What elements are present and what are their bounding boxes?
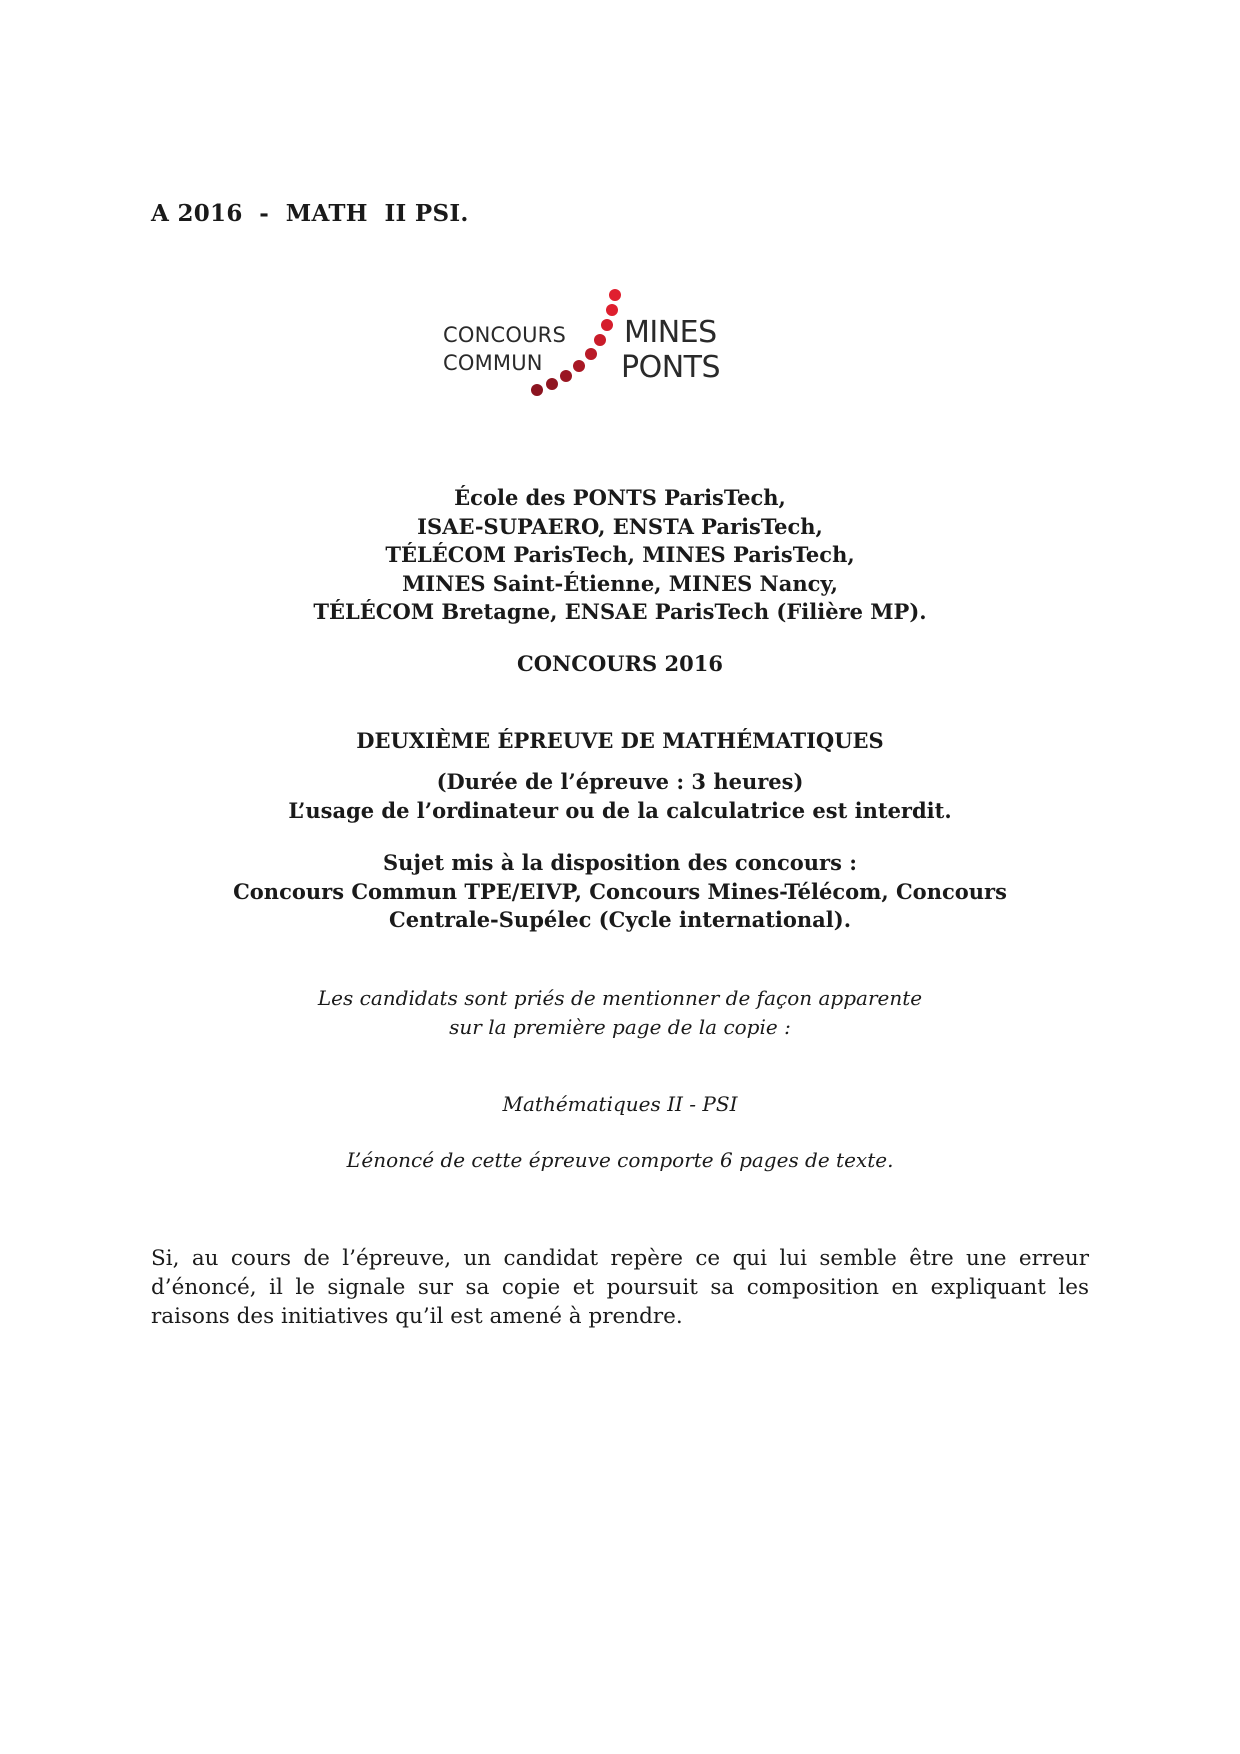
logo-text-ponts: PONTS (621, 350, 721, 385)
school-line: TÉLÉCOM Bretagne, ENSAE ParisTech (Filière MP). (313, 599, 927, 624)
logo-dot (573, 360, 585, 372)
concours-logo (440, 285, 740, 415)
epreuve-info (150, 768, 1090, 825)
disposition-line: Sujet mis à la disposition des concours : (382, 850, 858, 875)
logo-text-concours: CONCOURS (443, 323, 566, 347)
disposition-line: Centrale-Supélec (Cycle international). (389, 907, 851, 932)
school-line: École des PONTS ParisTech, (454, 485, 786, 510)
school-line: TÉLÉCOM ParisTech, MINES ParisTech, (385, 542, 855, 567)
error-notice-paragraph: Si, au cours de l’épreuve, un candidat repère ce qui lui semble être une erreur d’énoncé, il le signale sur sa copie et poursuit sa composition en expliquant les raisons des initiatives qu’il est amené à prendre. (151, 1246, 1089, 1329)
logo-text-mines: MINES (624, 315, 717, 350)
epreuve-duration: (Durée de l’épreuve : 3 heures) (436, 769, 804, 794)
epreuve-title: DEUXIÈME ÉPREUVE DE MATHÉMATIQUES (356, 728, 884, 753)
disposition-line: Concours Commun TPE/EIVP, Concours Mines-Télécom, Concours (233, 878, 1007, 904)
logo-dot (601, 319, 613, 331)
logo-dot (531, 384, 543, 396)
logo-text-commun: COMMUN (443, 351, 543, 375)
disposition-block (150, 849, 1090, 935)
logo-dot (560, 370, 572, 382)
logo-dot (585, 348, 597, 360)
instructions-line: sur la première page de la copie : (449, 1014, 791, 1039)
logo-dot (606, 304, 618, 316)
subject-name: Mathématiques II - PSI (502, 1092, 738, 1116)
instructions-block (150, 984, 1090, 1041)
exam-code: A 2016 - MATH II PSI. (151, 200, 469, 227)
school-line: ISAE-SUPAERO, ENSTA ParisTech, (417, 513, 823, 539)
logo-dot (609, 289, 621, 301)
calculator-rule: L’usage de l’ordinateur ou de la calculatrice est interdit. (288, 797, 952, 823)
school-line: MINES Saint-Étienne, MINES Nancy, (402, 570, 838, 596)
concours-title: CONCOURS 2016 (517, 651, 723, 676)
logo-dot (546, 378, 558, 390)
page-count-note: L’énoncé de cette épreuve comporte 6 pages de texte. (346, 1148, 894, 1172)
schools-list (150, 484, 1090, 627)
instructions-line: Les candidats sont priés de mentionner de façon apparente (317, 986, 923, 1010)
logo-dot (594, 334, 606, 346)
